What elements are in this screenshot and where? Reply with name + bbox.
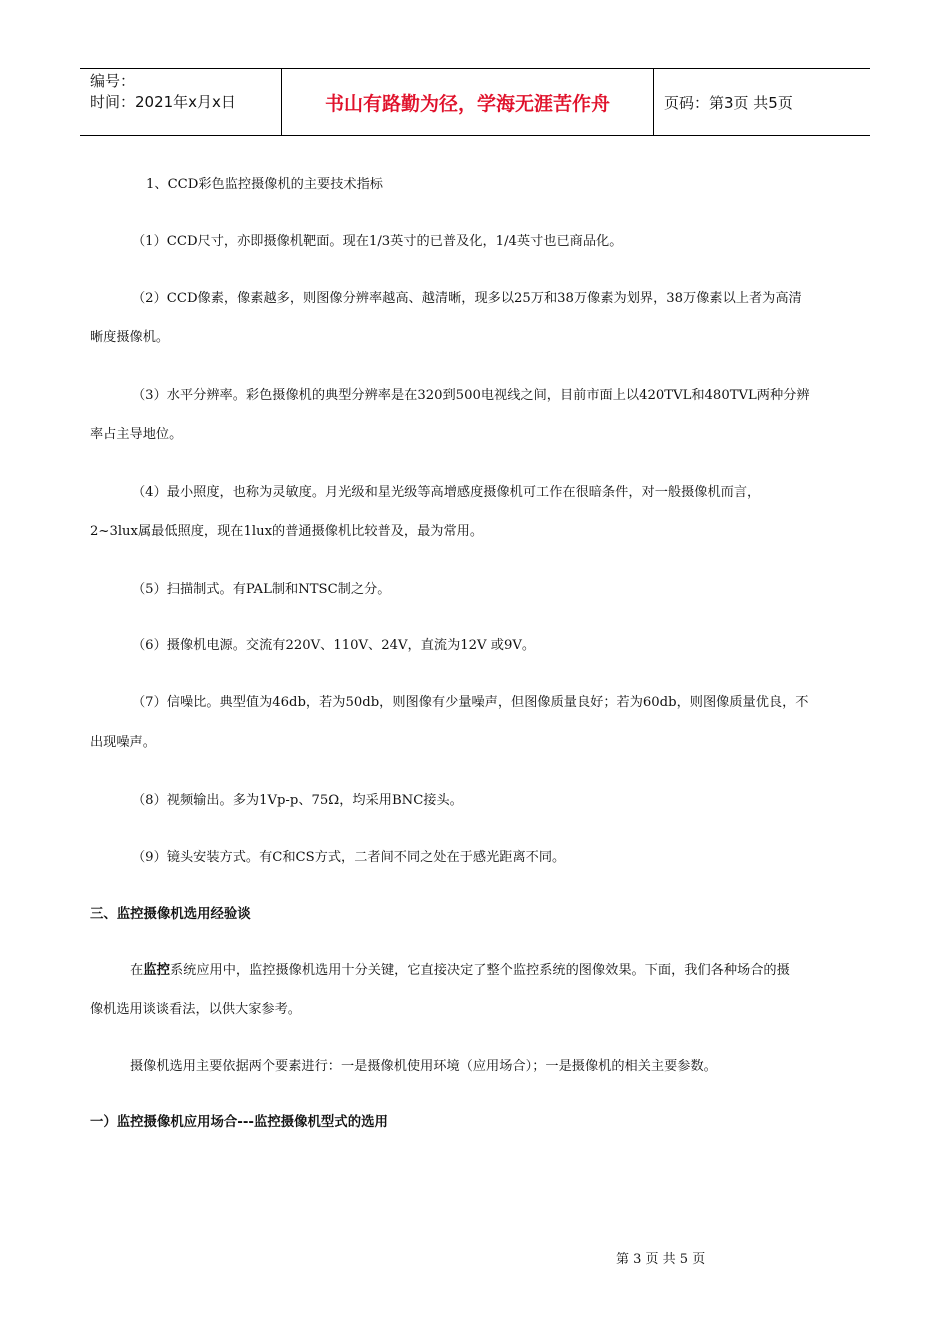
spec-ccd-pixels-line2: 晰度摄像机。 xyxy=(90,330,170,345)
spec-resolution-line2: 率占主导地位。 xyxy=(90,427,183,442)
spec-illumination-line1: （4）最小照度，也称为灵敏度。月光级和星光级等高增感度摄像机可工作在很暗条件，对一般摄像机而言， xyxy=(132,485,761,500)
keyword-monitoring: 监控 xyxy=(143,963,170,978)
spec-snr-line1: （7）信噪比。典型值为46db，若为50db，则图像有少量噪声，但图像质量良好；若为60db，则图像质量优良，不 xyxy=(132,695,809,710)
spec-snr-line2: 出现噪声。 xyxy=(90,735,156,750)
spec-video-output: （8）视频输出。多为1Vp-p、75Ω，均采用BNC接头。 xyxy=(132,793,463,808)
selection-basis-paragraph: 摄像机选用主要依据两个要素进行：一是摄像机使用环境（应用场合）；一是摄像机的相关主要参数。 xyxy=(130,1059,717,1074)
spec-lens-mount: （9）镜头安装方式。有C和CS方式，二者间不同之处在于感光距离不同。 xyxy=(132,850,566,865)
section-heading-selection: 三、监控摄像机选用经验谈 xyxy=(90,907,251,922)
spec-resolution-line1: （3）水平分辨率。彩色摄像机的典型分辨率是在320到500电视线之间，目前市面上以420TVL和480TVL两种分辨 xyxy=(132,388,810,403)
header-meta-cell xyxy=(80,69,282,135)
spec-ccd-size: （1）CCD尺寸，亦即摄像机靶面。现在1/3英寸的已普及化，1/4英寸也已商品化。 xyxy=(132,234,623,249)
intro-paragraph-line2: 像机选用谈谈看法，以供大家参考。 xyxy=(90,1002,301,1017)
spec-scan-format: （5）扫描制式。有PAL制和NTSC制之分。 xyxy=(132,582,391,597)
document-number-label: 编号： xyxy=(90,72,136,90)
header-page-number: 页码：第3页 共5页 xyxy=(664,93,793,112)
document-date-label: 时间：2021年x月x日 xyxy=(90,93,236,111)
header-motto: 书山有路勤为径，学海无涯苦作舟 xyxy=(282,69,654,135)
heading-technical-specs: 1、CCD彩色监控摄像机的主要技术指标 xyxy=(146,177,383,192)
subsection-heading-application: 一）监控摄像机应用场合---监控摄像机型式的选用 xyxy=(90,1115,388,1130)
spec-ccd-pixels-line1: （2）CCD像素，像素越多，则图像分辨率越高、越清晰，现多以25万和38万像素为划界，38万像素以上者为高清 xyxy=(132,291,802,306)
spec-power: （6）摄像机电源。交流有220V、110V、24V，直流为12V 或9V。 xyxy=(132,638,536,653)
page-footer: 第 3 页 共 5 页 xyxy=(616,1252,706,1267)
page-header-table xyxy=(80,68,870,136)
spec-illumination-line2: 2~3lux属最低照度，现在1lux的普通摄像机比较普及，最为常用。 xyxy=(90,524,484,539)
intro-paragraph-line1: 在监控系统应用中，监控摄像机选用十分关键，它直接决定了整个监控系统的图像效果。下面，我们各种场合的摄 xyxy=(130,963,790,978)
